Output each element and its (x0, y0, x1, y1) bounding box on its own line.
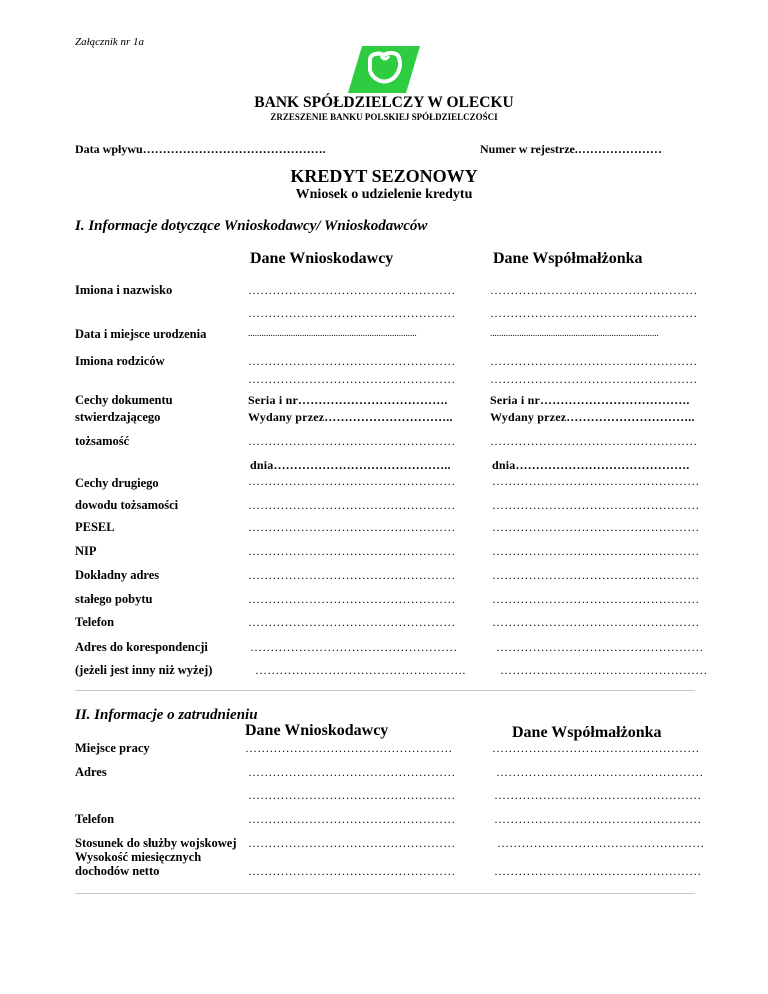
work-phone-applicant[interactable]: …………………………………………… (248, 812, 456, 826)
work-phone-spouse[interactable]: …………………………………………… (494, 812, 702, 826)
parents-applicant-line1[interactable]: …………………………………………… (248, 354, 456, 368)
workplace-applicant[interactable]: …………………………………………… (245, 741, 453, 755)
corr-address-applicant-line2[interactable]: ……………………………………………. (255, 663, 466, 677)
bank-logo (348, 46, 420, 93)
names-spouse-line1[interactable]: …………………………………………… (490, 283, 698, 297)
second-id-applicant-line2[interactable]: …………………………………………… (248, 498, 456, 512)
bank-subtitle: ZRZESZENIE BANKU POLSKIEJ SPÓŁDZIELCZOŚCI (270, 112, 498, 122)
label-doc-line2: stwierdzającego (75, 410, 161, 424)
date-received-field[interactable]: Data wpływu………………………………………. (75, 142, 326, 156)
military-spouse[interactable]: …………………………………………… (497, 836, 705, 850)
pesel-spouse[interactable]: …………………………………………… (492, 520, 700, 534)
form-subtitle: Wniosek o udzielenie kredytu (295, 187, 473, 202)
work-address-spouse-line2[interactable]: …………………………………………… (494, 788, 702, 802)
section2-col-applicant-header: Dane Wnioskodawcy (245, 722, 389, 739)
label-income-line2: dochodów netto (75, 864, 160, 878)
label-military: Stosunek do służby wojskowej (75, 836, 237, 850)
work-address-spouse-line1[interactable]: …………………………………………… (496, 765, 704, 779)
doc-series-applicant[interactable]: Seria i nr………………………………. (248, 393, 448, 407)
nip-spouse[interactable]: …………………………………………… (492, 544, 700, 558)
label-second-id-line1: Cechy drugiego (75, 476, 159, 490)
phone-spouse[interactable]: …………………………………………… (492, 615, 700, 629)
corr-address-spouse-line2[interactable]: …………………………………………… (500, 663, 708, 677)
label-work-address: Adres (75, 765, 107, 779)
corr-address-applicant-line1[interactable]: …………………………………………… (250, 640, 458, 654)
second-id-applicant-line1[interactable]: …………………………………………… (248, 474, 456, 488)
label-names: Imiona i nazwisko (75, 283, 173, 297)
section2-heading: II. Informacje o zatrudnieniu (75, 707, 258, 723)
label-phone: Telefon (75, 615, 115, 629)
military-applicant[interactable]: …………………………………………… (248, 836, 456, 850)
section-divider-2 (75, 893, 695, 894)
income-spouse[interactable]: …………………………………………… (494, 864, 702, 878)
names-applicant-line1[interactable]: …………………………………………… (248, 283, 456, 297)
section2-col-spouse-header: Dane Współmałżonka (512, 724, 662, 741)
register-number-field[interactable]: Numer w rejestrze.………………… (480, 142, 662, 156)
label-parents: Imiona rodziców (75, 354, 165, 368)
phone-applicant[interactable]: …………………………………………… (248, 615, 456, 629)
label-corr-address-line2: (jeżeli jest inny niż wyżej) (75, 663, 213, 677)
nip-applicant[interactable]: …………………………………………… (248, 544, 456, 558)
names-spouse-line2[interactable]: …………………………………………… (490, 306, 698, 320)
doc-extra-applicant[interactable]: …………………………………………… (248, 434, 456, 448)
label-workplace: Miejsce pracy (75, 741, 150, 755)
doc-series-spouse[interactable]: Seria i nr………………………………. (490, 393, 690, 407)
label-address-line1: Dokładny adres (75, 568, 160, 582)
second-id-spouse-line1[interactable]: …………………………………………… (492, 474, 700, 488)
names-applicant-line2[interactable]: …………………………………………… (248, 306, 456, 320)
annex-label: Załącznik nr 1a (75, 36, 145, 48)
parents-spouse-line1[interactable]: …………………………………………… (490, 354, 698, 368)
address-spouse-line1[interactable]: …………………………………………… (492, 568, 700, 582)
section1-heading: I. Informacje dotyczące Wnioskodawcy/ Wnioskodawców (75, 218, 428, 234)
workplace-spouse[interactable]: …………………………………………… (492, 741, 700, 755)
label-doc-line1: Cechy dokumentu (75, 393, 173, 407)
birth-applicant-field[interactable]: ........................................................................... (248, 328, 417, 338)
section-divider-1 (75, 690, 695, 691)
label-birth: Data i miejsce urodzenia (75, 327, 207, 341)
birth-spouse-field[interactable]: ........................................................................... (490, 328, 659, 338)
col-spouse-header: Dane Współmałżonka (493, 250, 643, 267)
label-second-id-line2: dowodu tożsamości (75, 498, 179, 512)
label-corr-address-line1: Adres do korespondencji (75, 640, 208, 654)
doc-day-applicant[interactable]: dnia…………………………………….. (250, 458, 451, 472)
address-applicant-line1[interactable]: …………………………………………… (248, 568, 456, 582)
label-nip: NIP (75, 544, 97, 558)
label-address-line2: stałego pobytu (75, 592, 153, 606)
corr-address-spouse-line1[interactable]: …………………………………………… (496, 640, 704, 654)
parents-applicant-line2[interactable]: …………………………………………… (248, 372, 456, 386)
doc-day-spouse[interactable]: dnia……………………………………. (492, 458, 690, 472)
bank-logo-icon (348, 46, 420, 93)
income-applicant[interactable]: …………………………………………… (248, 864, 456, 878)
doc-issued-applicant[interactable]: Wydany przez………………………….. (248, 410, 453, 424)
doc-issued-spouse[interactable]: Wydany przez………………………….. (490, 410, 695, 424)
doc-extra-spouse[interactable]: …………………………………………… (490, 434, 698, 448)
label-doc-line3: tożsamość (75, 434, 130, 448)
form-title: KREDYT SEZONOWY (290, 166, 478, 186)
work-address-applicant-line2[interactable]: …………………………………………… (248, 788, 456, 802)
address-spouse-line2[interactable]: …………………………………………… (492, 592, 700, 606)
second-id-spouse-line2[interactable]: …………………………………………… (492, 498, 700, 512)
label-income-line1: Wysokość miesięcznych (75, 850, 202, 864)
work-address-applicant-line1[interactable]: …………………………………………… (248, 765, 456, 779)
address-applicant-line2[interactable]: …………………………………………… (248, 592, 456, 606)
pesel-applicant[interactable]: …………………………………………… (248, 520, 456, 534)
col-applicant-header: Dane Wnioskodawcy (250, 250, 394, 267)
bank-name: BANK SPÓŁDZIELCZY W OLECKU (254, 94, 514, 111)
label-work-phone: Telefon (75, 812, 115, 826)
label-pesel: PESEL (75, 520, 115, 534)
parents-spouse-line2[interactable]: …………………………………………… (490, 372, 698, 386)
